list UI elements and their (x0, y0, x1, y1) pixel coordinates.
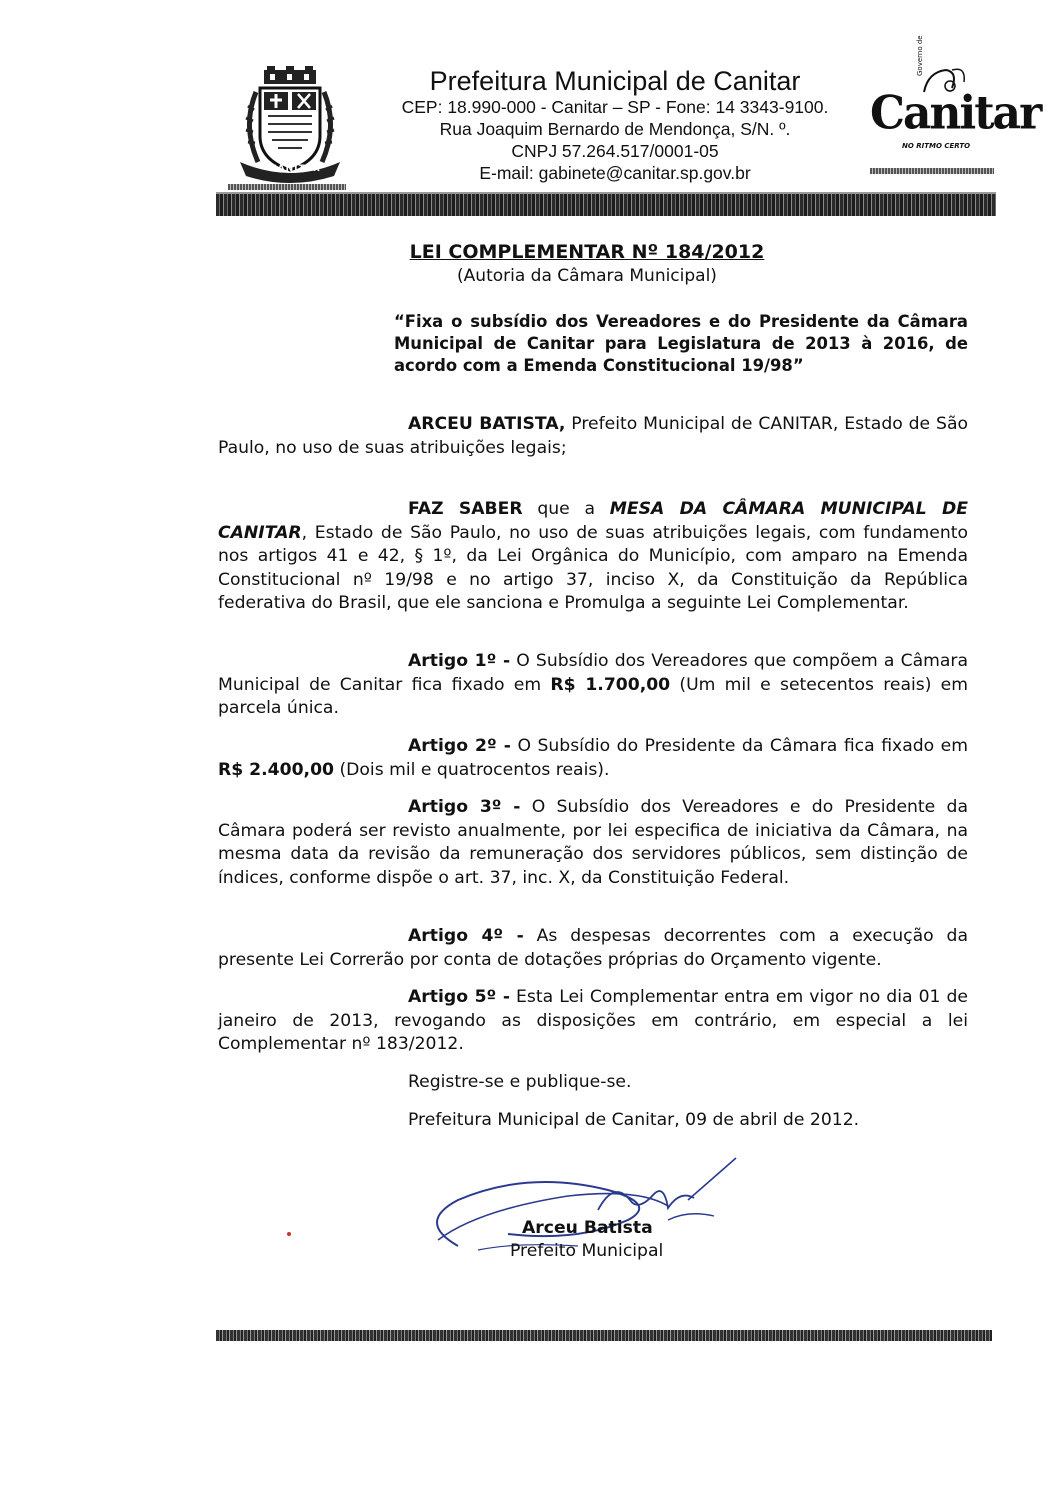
article-3-text: O Subsídio dos Vereadores e do Presidente da Câmara poderá ser revisto anualmente, por lei especifica de iniciativa da Câmara, na mesma data da revisão da remuneração dos servidores públicos, sem distinção de índices, conforme dispõe o art. 37, inc. X, da Constituição Federal. (218, 797, 968, 888)
faz-saber-text: , Estado de São Paulo, no uso de suas atribuições legais, com fundamento nos artigos 41 e 42, § 1º, da Lei Orgânica do Município, com amparo na Emenda Constitucional nº 19/98 e no artigo 37, inciso X, da Constituição da República federativa do Brasil, que ele sanciona e Promulga a seguinte Lei Complementar. (218, 522, 968, 613)
address-line: Rua Joaquim Bernardo de Mendonça, S/N. º. (439, 119, 791, 139)
place-date-line: Prefeitura Municipal de Canitar, 09 de abril de 2012. (408, 1110, 860, 1130)
mayor-name: ARCEU BATISTA, (408, 414, 566, 434)
signatory-name: Arceu Batista (522, 1218, 653, 1238)
article-4-text: As despesas decorrentes com a execução da presente Lei Correrão por conta de dotações próprias do Orçamento vigente. (218, 926, 968, 970)
crest-underline (228, 184, 346, 190)
article-4-label: Artigo 4º - (408, 926, 524, 946)
article-1-text-a: O Subsídio dos Vereadores que compõem a Câmara Municipal de Canitar fica fixado em (218, 651, 968, 695)
article-1-label: Artigo 1º - (408, 651, 511, 671)
ink-speck (287, 1232, 291, 1236)
publish-line: Registre-se e publique-se. (408, 1072, 632, 1092)
preamble-paragraph (218, 413, 968, 460)
signatory-role: Prefeito Municipal (510, 1241, 664, 1261)
article-1-amount: R$ 1.700,00 (550, 674, 671, 695)
article-2 (218, 735, 968, 782)
article-1-text-b: (Um mil e setecentos reais) em parcela única. (218, 674, 968, 718)
chamber-name: MESA DA CÂMARA MUNICIPAL DE CANITAR (218, 499, 968, 543)
faz-saber-mid: que a (522, 499, 610, 519)
article-3 (218, 796, 968, 890)
logo-underline (870, 168, 994, 174)
faz-saber-lead: FAZ SABER (408, 499, 523, 519)
logo-tagline: NO RITMO CERTO (902, 142, 971, 150)
article-5-label: Artigo 5º - (408, 987, 510, 1007)
law-title (280, 241, 894, 265)
cnpj-line: CNPJ 57.264.517/0001-05 (511, 141, 719, 161)
government-logo (866, 35, 1041, 154)
logo-wordmark: Canitar (870, 86, 1041, 141)
footer-rule (216, 1330, 992, 1341)
article-1 (218, 650, 968, 721)
preamble-text: Prefeito Municipal de CANITAR, Estado de São Paulo, no uso de suas atribuições legais; (218, 414, 969, 458)
law-title-text: LEI COMPLEMENTAR Nº 184/2012 (409, 241, 765, 263)
article-2-label: Artigo 2º - (408, 736, 511, 756)
article-2-text-a: O Subsídio do Presidente da Câmara fica fixado em (510, 736, 969, 756)
municipality-title: Prefeitura Municipal de Canitar (429, 66, 801, 96)
law-summary: “Fixa o subsídio dos Vereadores e do Presidente da Câmara Municipal de Canitar para Legislatura de 2013 à 2016, de acordo com a Emenda Constitucional 19/98” (394, 312, 968, 375)
cep-phone-line: CEP: 18.990-000 - Canitar – SP - Fone: 14 3343-9100. (401, 97, 829, 117)
article-5-text: Esta Lei Complementar entra em vigor no dia 01 de janeiro de 2013, revogando as disposições em contrário, em especial a lei Complementar nº 183/2012. (218, 987, 969, 1054)
law-author: (Autoria da Câmara Municipal) (457, 266, 717, 286)
letterhead (360, 66, 870, 184)
article-2-amount: R$ 2.400,00 (218, 759, 334, 780)
faz-saber-paragraph (218, 498, 968, 616)
crest-ribbon-text: CANITAR (270, 164, 321, 174)
header-rule (216, 194, 996, 216)
email-line: E-mail: gabinete@canitar.sp.gov.br (479, 163, 751, 183)
logo-small-text: Governo de (916, 35, 924, 76)
article-5 (218, 986, 968, 1057)
article-4 (218, 925, 968, 972)
article-2-text-b: (Dois mil e quatrocentos reais). (334, 759, 610, 780)
article-3-label: Artigo 3º - (408, 797, 521, 817)
